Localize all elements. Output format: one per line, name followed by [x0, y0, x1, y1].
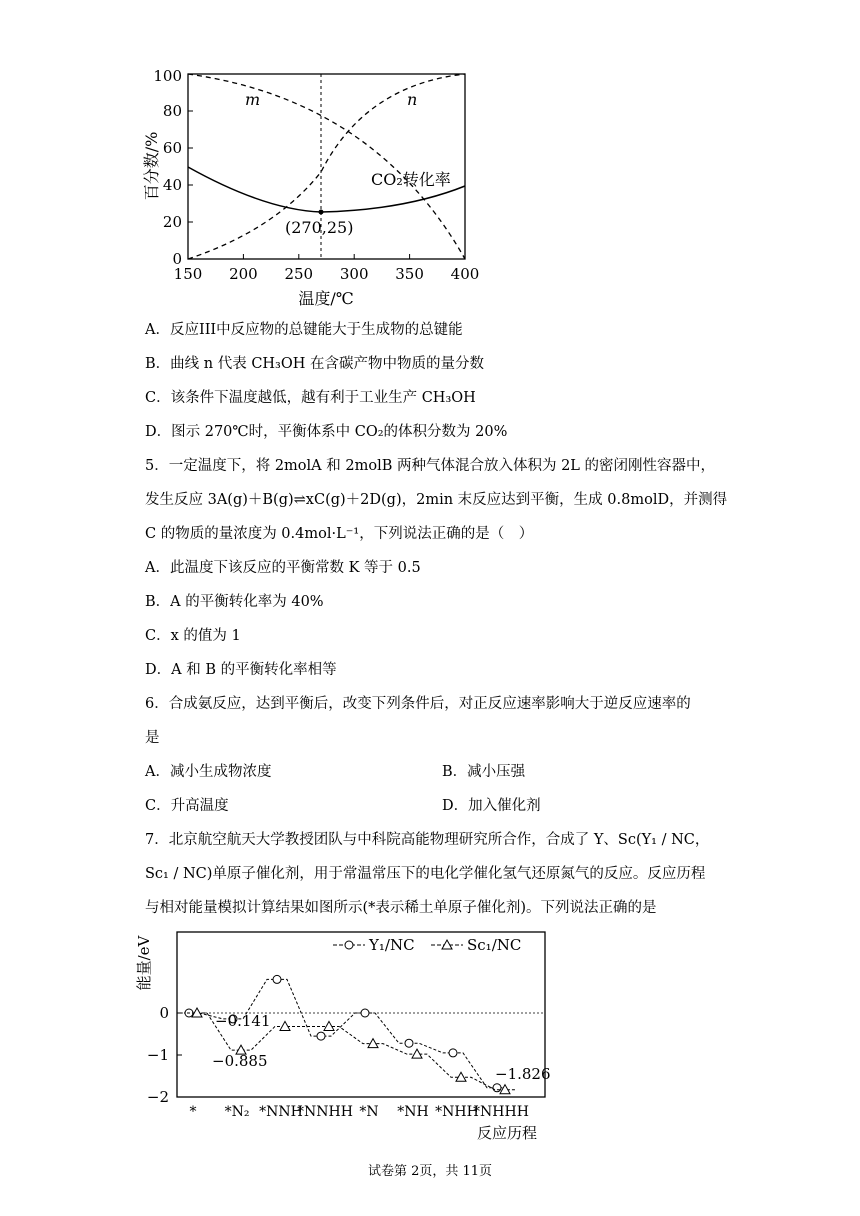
q6-option-c: C．升高温度 — [145, 798, 229, 814]
q5-option-d: D．A 和 B 的平衡转化率相等 — [145, 662, 337, 678]
y-tick-label: 0 — [159, 1004, 169, 1022]
co2-label: CO₂转化率 — [371, 170, 451, 189]
annotation-sc1-n2: −0.885 — [212, 1052, 268, 1070]
x-tick-label: * — [189, 1104, 197, 1120]
x-axis-label: 温度/℃ — [298, 289, 354, 308]
data-point-y1 — [449, 1049, 457, 1057]
y-tick-label: 100 — [153, 67, 182, 85]
data-point-y1 — [405, 1039, 413, 1047]
q5-stem-line3: C 的物质的量浓度为 0.4mol·L⁻¹，下列说法正确的是（ ） — [145, 526, 534, 542]
x-tick-label: *N — [359, 1104, 379, 1120]
point-label: (270,25) — [285, 218, 354, 237]
data-point-sc1 — [324, 1021, 334, 1030]
x-tick-label: 200 — [229, 265, 258, 283]
data-point-y1 — [361, 1009, 369, 1017]
q7-stem-line3: 与相对能量模拟计算结果如图所示(*表示稀土单原子催化剂)。下列说法正确的是 — [145, 900, 657, 916]
y-tick-label: −2 — [146, 1088, 169, 1106]
x-tick-labels — [190, 1104, 529, 1120]
curve-n-label: n — [407, 90, 418, 109]
energy-chart — [135, 925, 555, 1145]
q6-option-b: B．减小压强 — [442, 764, 526, 780]
x-tick-label: *NNHH — [297, 1104, 353, 1120]
x-tick-label: *NH — [397, 1104, 429, 1120]
y-axis-label: 能量/eV — [135, 935, 153, 991]
y-axis-label: 百分数/% — [142, 131, 161, 201]
legend-y1: Y₁/NC — [369, 936, 415, 954]
x-tick-label: *N₂ — [224, 1104, 250, 1120]
q6-stem-line2: 是 — [145, 730, 160, 746]
energy-series — [179, 975, 515, 1093]
curve-m-label: m — [245, 90, 261, 109]
y-tick-label: −1 — [146, 1046, 169, 1064]
q5-stem-line2: 发生反应 3A(g)＋B(g)⇌xC(g)＋2D(g)，2min 末反应达到平衡，生成 0.8molD，并测得 — [145, 492, 728, 508]
y-tick-label: 80 — [162, 102, 182, 120]
x-tick-label: 150 — [173, 265, 203, 283]
q7-stem-line1: 7．北京航空航天大学教授团队与中科院高能物理研究所合作，合成了 Y、Sc(Y₁ / NC， — [145, 832, 710, 848]
q5-option-a: A．此温度下该反应的平衡常数 K 等于 0.5 — [145, 560, 421, 576]
x-tick-label: 250 — [284, 265, 314, 283]
y-tick-label: 0 — [172, 250, 182, 268]
series-line-y1 — [179, 979, 507, 1087]
q5-stem-line1: 5．一定温度下，将 2molA 和 2molB 两种气体混合放入体积为 2L 的密闭刚性容器中， — [145, 458, 716, 474]
data-point-y1 — [273, 975, 281, 983]
q6-stem-line1: 6．合成氨反应，达到平衡后，改变下列条件后，对正反应速率影响大于逆反应速率的 — [145, 696, 691, 712]
data-point-y1 — [317, 1032, 325, 1040]
q4-option-b: B．曲线 n 代表 CH₃OH 在含碳产物中物质的量分数 — [145, 356, 485, 372]
y-tick-label: 40 — [162, 176, 182, 194]
q4-option-a: A．反应III中反应物的总键能大于生成物的总键能 — [145, 322, 463, 338]
x-tick-label: *NHH — [435, 1104, 479, 1120]
x-tick-label: 400 — [450, 265, 480, 283]
y-tick-label: 60 — [162, 139, 182, 157]
x-tick-label: *NHHH — [473, 1104, 529, 1120]
y-tick-label: 20 — [162, 213, 182, 231]
q6-option-a: A．减小生成物浓度 — [145, 764, 272, 780]
q5-option-c: C．x 的值为 1 — [145, 628, 241, 644]
data-point-sc1 — [280, 1021, 290, 1030]
legend — [333, 936, 521, 954]
q7-stem-line2: Sc₁ / NC)单原子催化剂，用于常温常压下的电化学催化氢气还原氮气的反应。反应历程 — [145, 866, 706, 882]
x-tick-label: 300 — [339, 265, 369, 283]
q4-option-c: C．该条件下温度越低，越有利于工业生产 CH₃OH — [145, 390, 476, 406]
legend-sc1: Sc₁/NC — [467, 936, 522, 954]
data-point-y1 — [493, 1084, 501, 1092]
x-tick-label: *NNH — [259, 1104, 303, 1120]
page-footer: 试卷第 2页，共 11页 — [367, 1164, 493, 1179]
q4-option-d: D．图示 270℃时，平衡体系中 CO₂的体积分数为 20% — [145, 424, 508, 440]
y-tick-marks — [177, 1013, 182, 1097]
legend-circle-marker — [345, 941, 353, 949]
q5-option-b: B．A 的平衡转化率为 40% — [145, 594, 324, 610]
x-axis-label: 反应历程 — [476, 1124, 538, 1142]
annotation-sc1-end: −1.826 — [495, 1065, 551, 1083]
annotation-y1-n2: −0.141 — [215, 1012, 271, 1030]
temperature-chart — [135, 60, 495, 310]
x-tick-label: 350 — [395, 265, 424, 283]
q6-option-d: D．加入催化剂 — [442, 798, 541, 814]
min-point — [319, 210, 324, 215]
